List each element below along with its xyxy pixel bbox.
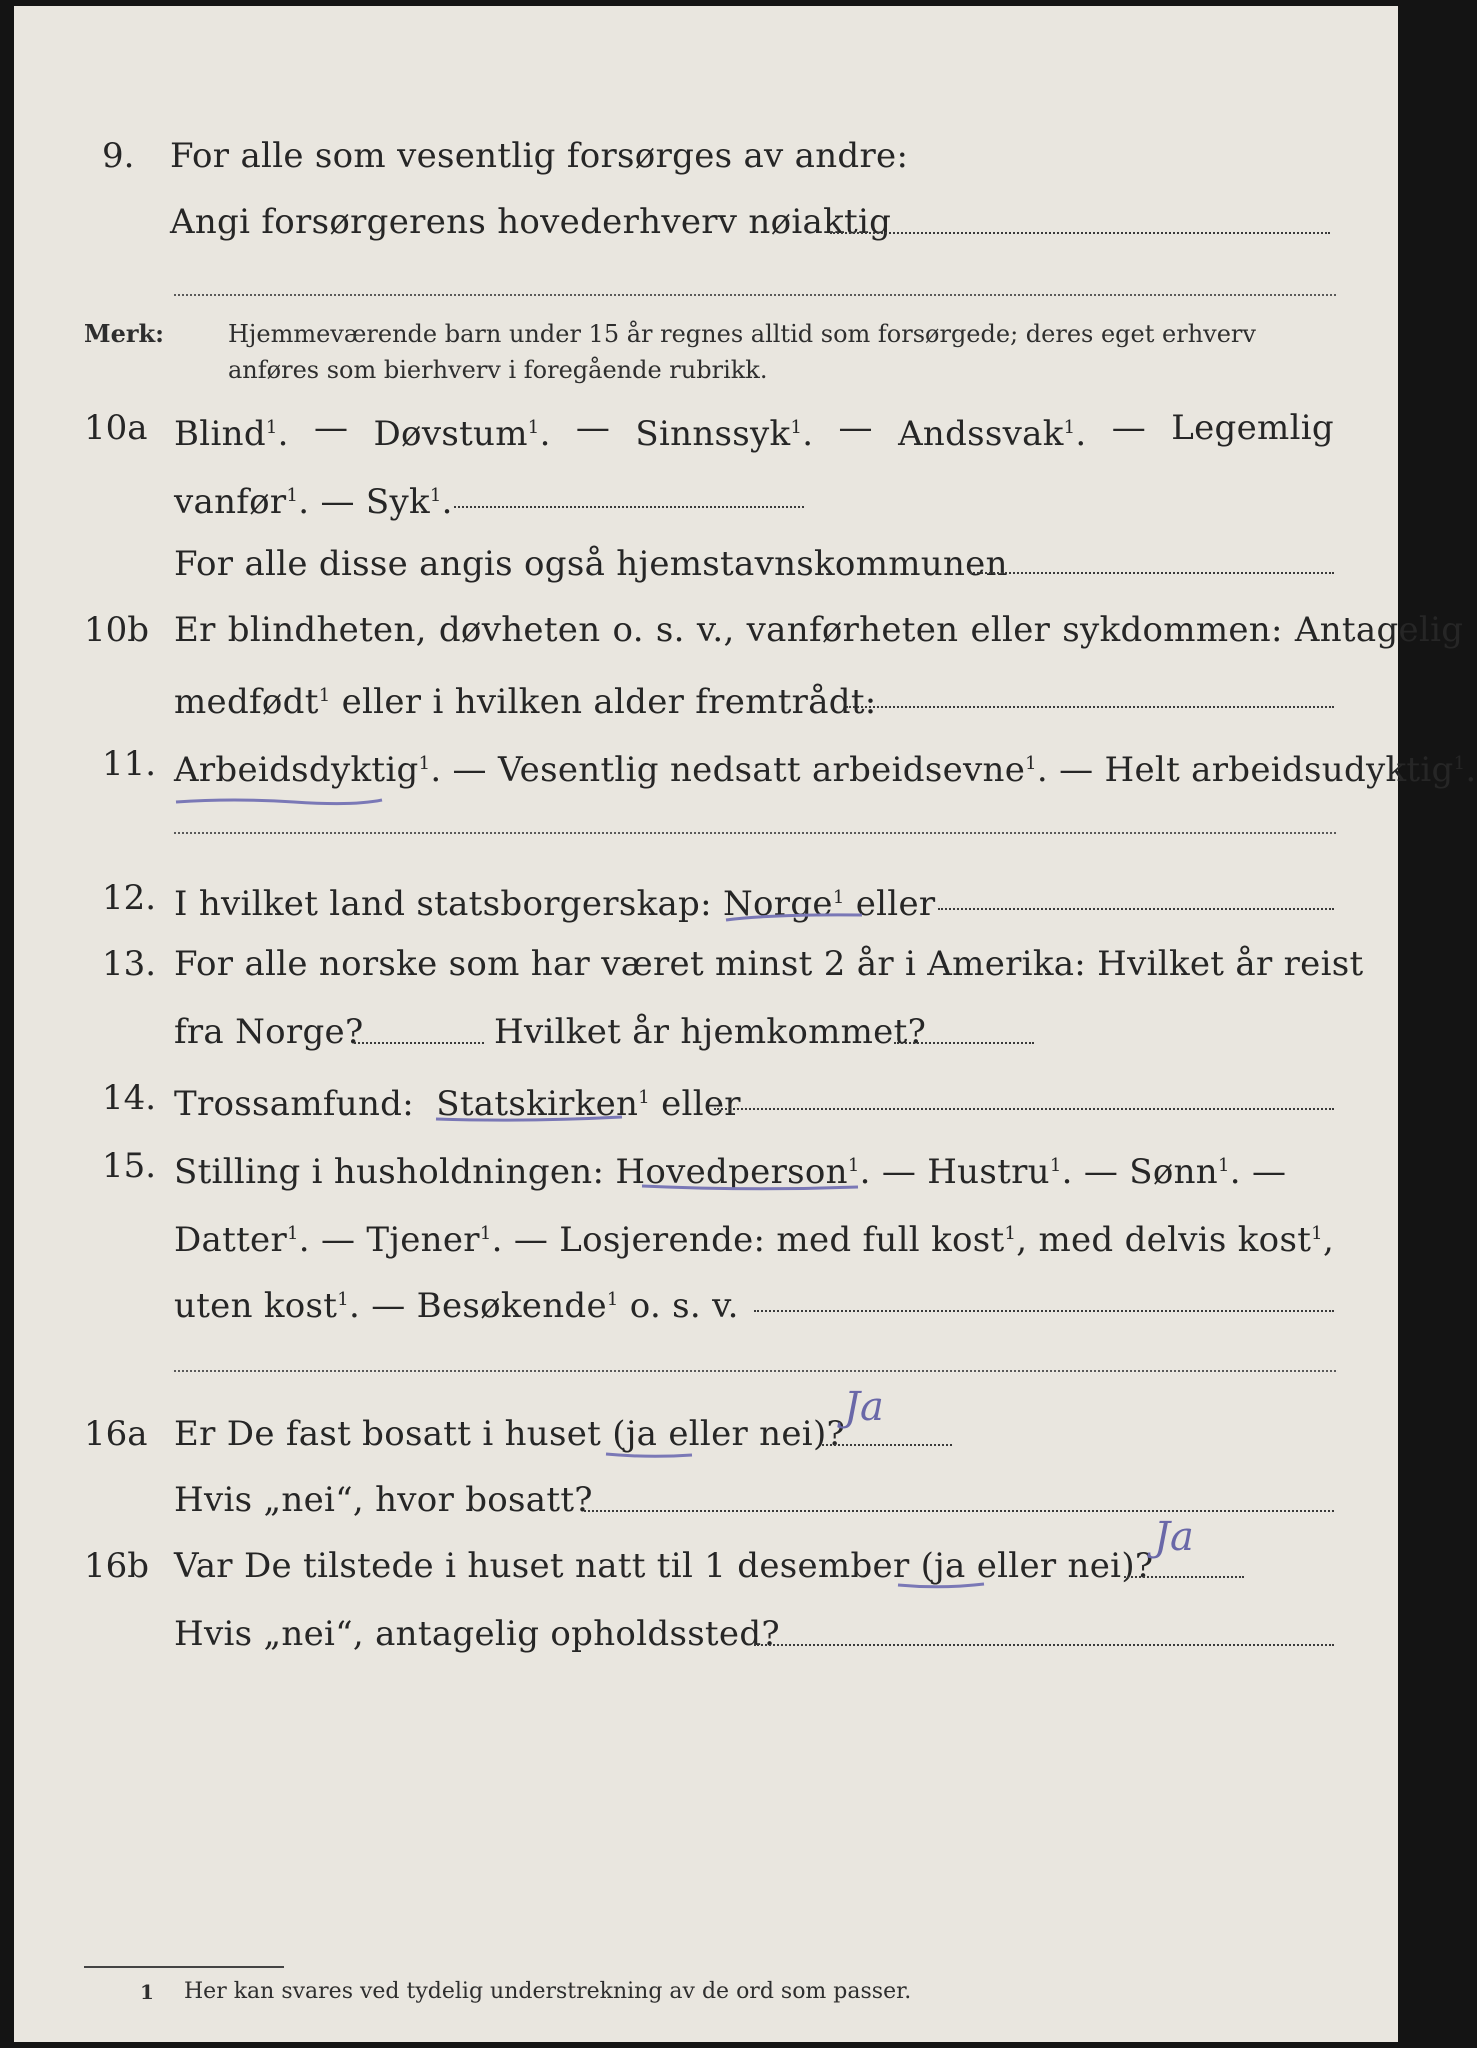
q10a-hjemstavn-line[interactable] [970, 572, 1334, 574]
opt-legemlig[interactable]: Legemlig [1171, 408, 1334, 448]
q13-line1: For alle norske som har været minst 2 år i Amerika: Hvilket år reist [174, 944, 1364, 984]
opt-syk[interactable]: — Syk [309, 482, 430, 522]
dash: . — [1229, 1152, 1287, 1192]
q13-hjemkommet-line[interactable] [894, 1042, 1034, 1044]
q15-line3: uten kost$^1$. — Besøkende$^1$ o. s. v. [174, 1286, 739, 1326]
merk-line1: Hjemmeværende barn under 15 år regnes alltid som forsørgede; deres eget erhverv [228, 320, 1256, 348]
q15-answer-line-2[interactable] [174, 1370, 1336, 1372]
q14-label: Trossamfund: [174, 1084, 415, 1124]
q15-osv: o. s. v. [618, 1286, 739, 1326]
q10a-options [174, 408, 1334, 454]
dash: — [313, 408, 349, 448]
opt-besokende[interactable]: . — Besøkende [349, 1286, 607, 1326]
dash: — [575, 408, 611, 448]
q16b-ja-nei: (ja eller nei)? [920, 1546, 1154, 1586]
q15-line1: Stilling i husholdningen: Hovedperson$^1$. — Hustru$^1$. — Sønn$^1$. — [174, 1152, 1287, 1192]
opt-datter[interactable]: Datter [174, 1220, 288, 1260]
opt-hovedperson[interactable]: Hovedperson [615, 1152, 848, 1192]
q16b-handwritten-underline [896, 1580, 986, 1590]
dash: — [1111, 408, 1147, 448]
dash: — [838, 408, 873, 448]
q14-number: 14. [102, 1078, 157, 1118]
q12-answer-line[interactable] [938, 908, 1334, 910]
opt-sinnssyk[interactable]: Sinnssyk$^1$. [635, 414, 814, 454]
q16b-answer-line[interactable] [1124, 1576, 1244, 1578]
comma: , [1322, 1220, 1335, 1260]
q9-number: 9. [102, 136, 135, 176]
opt-sonn[interactable]: . — Sønn [1061, 1152, 1218, 1192]
opt-nedsatt[interactable]: . — Vesentlig nedsatt arbeidsevne [430, 750, 1026, 790]
q9-answer-line[interactable] [830, 232, 1330, 234]
q10b-answer-line[interactable] [846, 706, 1334, 708]
q15-answer-line[interactable] [754, 1310, 1334, 1312]
q16a-line2: Hvis „nei“, hvor bosatt? [174, 1480, 593, 1520]
q16b-opholdssted-line[interactable] [754, 1644, 1334, 1646]
q16b-number: 16b [84, 1546, 150, 1586]
q12-number: 12. [102, 878, 157, 918]
q14-eller: eller [650, 1084, 741, 1124]
q16a-line1 [174, 1414, 845, 1454]
q14-handwritten-underline [434, 1114, 624, 1124]
q15-number: 15. [102, 1146, 157, 1186]
opt-norge[interactable]: Norge [722, 884, 833, 924]
merk-label: Merk: [84, 319, 164, 348]
q12-eller: eller [844, 884, 936, 924]
opt-statskirken[interactable]: Statskirken [436, 1084, 639, 1124]
q10a-number: 10a [84, 408, 148, 448]
q16b-label: Var De tilstede i huset natt til 1 desember [174, 1546, 910, 1586]
opt-arbeidsdyktig[interactable]: Arbeidsdyktig [174, 750, 419, 790]
census-form-page [14, 6, 1477, 2042]
q16b-line1 [174, 1546, 1153, 1586]
q15-label: Stilling i husholdningen: [174, 1152, 605, 1192]
q16a-number: 16a [84, 1414, 148, 1454]
q10b-number: 10b [84, 610, 150, 650]
q13-reist-label: fra Norge? [174, 1012, 364, 1052]
opt-medfodt[interactable]: medfødt [174, 682, 319, 722]
q15-handwritten-underline [640, 1182, 860, 1192]
q12-line: I hvilket land statsborgerskap: Norge$^1$ eller [174, 884, 936, 924]
q10a-line3: For alle disse angis også hjemstavnskommunen [174, 544, 1008, 584]
q16a-handwritten-answer[interactable]: Ja [844, 1384, 884, 1430]
q10a-line2: vanfør$^1$. — Syk$^1$. [174, 482, 453, 522]
q10b-line2: medfødt$^1$ eller i hvilken alder fremtrådt: [174, 682, 877, 722]
q16b-handwritten-answer[interactable]: Ja [1154, 1514, 1194, 1560]
q15-line2: Datter$^1$. — Tjener$^1$. — Losjerende: med full kost$^1$, med delvis kost$^1$, [174, 1220, 1335, 1260]
q10b-line1: Er blindheten, døvheten o. s. v., vanførheten eller sykdommen: Antagelig [174, 610, 1464, 650]
q11-number: 11. [102, 744, 157, 784]
q12-label: I hvilket land statsborgerskap: [174, 884, 712, 924]
opt-udyktig[interactable]: . — Helt arbeidsudyktig [1036, 750, 1454, 790]
q16a-handwritten-underline [604, 1450, 694, 1460]
q13-hjemkommet-label: Hvilket år hjemkommet? [494, 1012, 927, 1052]
q13-reist-line[interactable] [354, 1042, 484, 1044]
q14-line: Trossamfund: Statskirken$^1$ eller [174, 1084, 741, 1124]
opt-tjener[interactable]: . — Tjener [298, 1220, 480, 1260]
q11-answer-line[interactable] [174, 832, 1336, 834]
footnote-mark: 1 [140, 1980, 154, 2004]
opt-vanfor[interactable]: vanfør [174, 482, 287, 522]
opt-dovstum[interactable]: Døvstum$^1$. [373, 414, 551, 454]
merk-line2: anføres som bierhverv i foregående rubrikk. [228, 356, 768, 384]
opt-hustru[interactable]: . — Hustru [859, 1152, 1050, 1192]
q10b-alder-label: eller i hvilken alder fremtrådt: [330, 682, 877, 722]
q9-line2: Angi forsørgerens hovederhverv nøiaktig [170, 202, 892, 242]
q9-line1: For alle som vesentlig forsørges av andre: [170, 136, 909, 176]
q12-handwritten-underline [724, 912, 864, 922]
opt-uten-kost[interactable]: uten kost [174, 1286, 338, 1326]
opt-andssvak[interactable]: Andssvak$^1$. [898, 414, 1087, 454]
footnote-divider [84, 1966, 284, 1968]
q16a-label: Er De fast bosatt i huset [174, 1414, 602, 1454]
opt-delvis-kost[interactable]: , med delvis kost [1016, 1220, 1312, 1260]
q16b-line2: Hvis „nei“, antagelig opholdssted? [174, 1614, 780, 1654]
footnote-text: Her kan svares ved tydelig understrekning av de ord som passer. [184, 1979, 912, 2004]
period: . [1465, 750, 1477, 790]
q14-answer-line[interactable] [714, 1108, 1334, 1110]
q16a-ja-nei: (ja eller nei)? [612, 1414, 846, 1454]
q13-number: 13. [102, 944, 157, 984]
q16a-answer-line[interactable] [822, 1444, 952, 1446]
q9-answer-line-2[interactable] [174, 294, 1336, 296]
q10a-answer-line[interactable] [454, 506, 804, 508]
opt-blind[interactable]: Blind$^1$. [174, 414, 289, 454]
q11-line: Arbeidsdyktig$^1$. — Vesentlig nedsatt arbeidsevne$^1$. — Helt arbeidsudyktig$^1$. [174, 750, 1477, 790]
q11-handwritten-underline [174, 796, 384, 806]
opt-full-kost[interactable]: . — Losjerende: med full kost [491, 1220, 1005, 1260]
q16a-bosatt-line[interactable] [584, 1510, 1334, 1512]
